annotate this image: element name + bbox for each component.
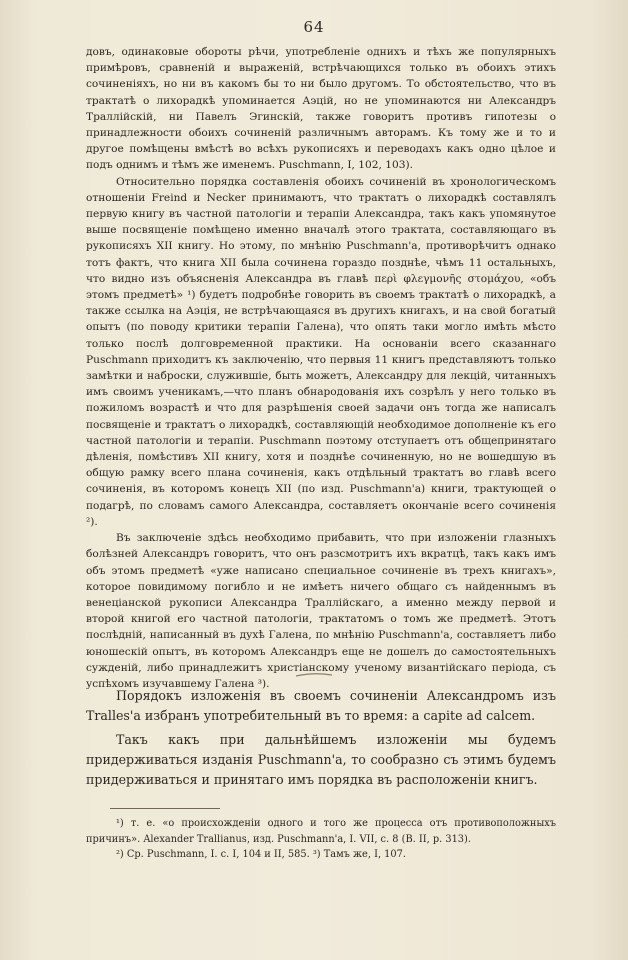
footnotes (86, 816, 556, 863)
paragraph: Относительно порядка составленія обоихъ сочиненій въ хронологическомъ отношеніи Freind и Necker принимаютъ, что трактатъ о лихорадкѣ составлялъ первую книгу въ частной патологіи и терапіи Александра, такъ какъ упомянутое выше посвященіе помѣщено именно вначалѣ этого трактата, составляющаго въ рукописяхъ XII книгу. Но этому, по мнѣнію Puschmann'а, противорѣчитъ однако тотъ фактъ, что книга XII была сочинена гораздо позднѣе, чѣмъ 11 остальныхъ, что видно изъ объясненія Александра въ главѣ περὶ φλεγμονῆς στομάχου, «объ этомъ предметѣ» ¹) будетъ подробнѣе говорить въ своемъ трактатѣ о лихорадкѣ, а также ссылка на Аэція, не встрѣчающаяся въ другихъ книгахъ, и на свой богатый опытъ (по поводу критики терапіи Галена), что опять таки могло имѣть мѣсто только послѣ долговременной практики. На основаніи всего сказаннаго Puschmann приходитъ къ заключенію, что первыя 11 книгъ представляютъ только замѣтки и наброски, служившіе, быть можетъ, Александру для лекцій, читанныхъ имъ своимъ ученикамъ,—что планъ обнародованія ихъ созрѣлъ у него только въ пожиломъ возрастѣ и что для разрѣшенія своей задачи онъ тогда же написалъ посвященіе и трактатъ о лихорадкѣ, составляющій необходимое дополненіе къ его частной патологіи и терапіи. Puschmann поэтому отступаетъ отъ общепринятаго дѣленія, помѣстивъ XII книгу, хотя и позднѣе сочиненную, но не вошедшую въ общую рамку всего плана сочиненія, какъ отдѣльный трактатъ во главѣ всего сочиненія, въ которомъ конецъ XII (по изд. Puschmann'а) книги, трактующей о подагрѣ, по словамъ самого Александра, составляетъ окончаніе всего сочиненія ²). (86, 175, 556, 528)
pen-underline-mark (294, 672, 334, 678)
paragraph: Въ заключеніе здѣсь необходимо прибавить, что при изложеніи глазныхъ болѣзней Александръ говоритъ, что онъ разсмотритъ ихъ вкратцѣ, такъ какъ имъ объ этомъ предметѣ «уже написано специальное сочиненіе въ трехъ книгахъ», которое повидимому погибло и не имѣетъ ничего общаго съ найденнымъ въ венеціанской рукописи Александра Траллійскаго, а именно между первой и второй книгой его частной патологіи, трактатомъ о томъ же предметѣ. Этотъ послѣдній, написанный въ духѣ Галена, по мнѣнію Puschmann'а, составляетъ либо юношескій опытъ, въ которомъ Александръ еще не дошелъ до самостоятельныхъ сужденій, либо принадлежитъ христіанскому ученому византійскаго періода, съ успѣхомъ изучавшему Галена ³). (86, 532, 556, 690)
footnote-divider (110, 808, 220, 809)
section-paragraph: Такъ какъ при дальнѣйшемъ изложеніи мы будемъ придерживаться изданія Puschmann'а, то сообразно съ этимъ будемъ придерживаться и принятаго имъ порядка въ расположеніи книгъ. (86, 732, 556, 787)
footnote: ²) Ср. Puschmann, I. c. I, 104 и II, 585. ³) Тамъ же, I, 107. (116, 849, 406, 860)
section-paragraph: Порядокъ изложенія въ своемъ сочиненіи Александромъ изъ Tralles'а избранъ употребительный въ то время: a capite ad calcem. (86, 688, 556, 723)
paragraph: довъ, одинаковые обороты рѣчи, употребленіе однихъ и тѣхъ же популярныхъ примѣровъ, сравненій и выраженій, встрѣчающихся только въ обоихъ этихъ сочиненіяхъ, но ни въ какомъ бы то ни было другомъ. То обстоятельство, что въ трактатѣ о лихорадкѣ упоминается Аэцій, но не упоминаются ни Александръ Траллійскій, ни Павелъ Эгинскій, также говоритъ противъ гипотезы о принадлежности обоихъ сочиненій различнымъ авторамъ. Къ тому же и то и другое помѣщены вмѣстѣ во всѣхъ рукописяхъ и переводахъ какъ одно цѣлое и подъ однимъ и тѣмъ же именемъ. Puschmann, I, 102, 103). (86, 46, 556, 172)
main-text (86, 44, 556, 692)
footnote: ¹) т. е. «о происхожденіи одного и того же процесса отъ противоположныхъ причинъ». Alexander Trallianus, изд. Puschmann'а, I. VII, c. 8 (В. II, p. 313). (86, 818, 556, 845)
page-number: 64 (303, 18, 325, 36)
section-text (86, 686, 556, 794)
